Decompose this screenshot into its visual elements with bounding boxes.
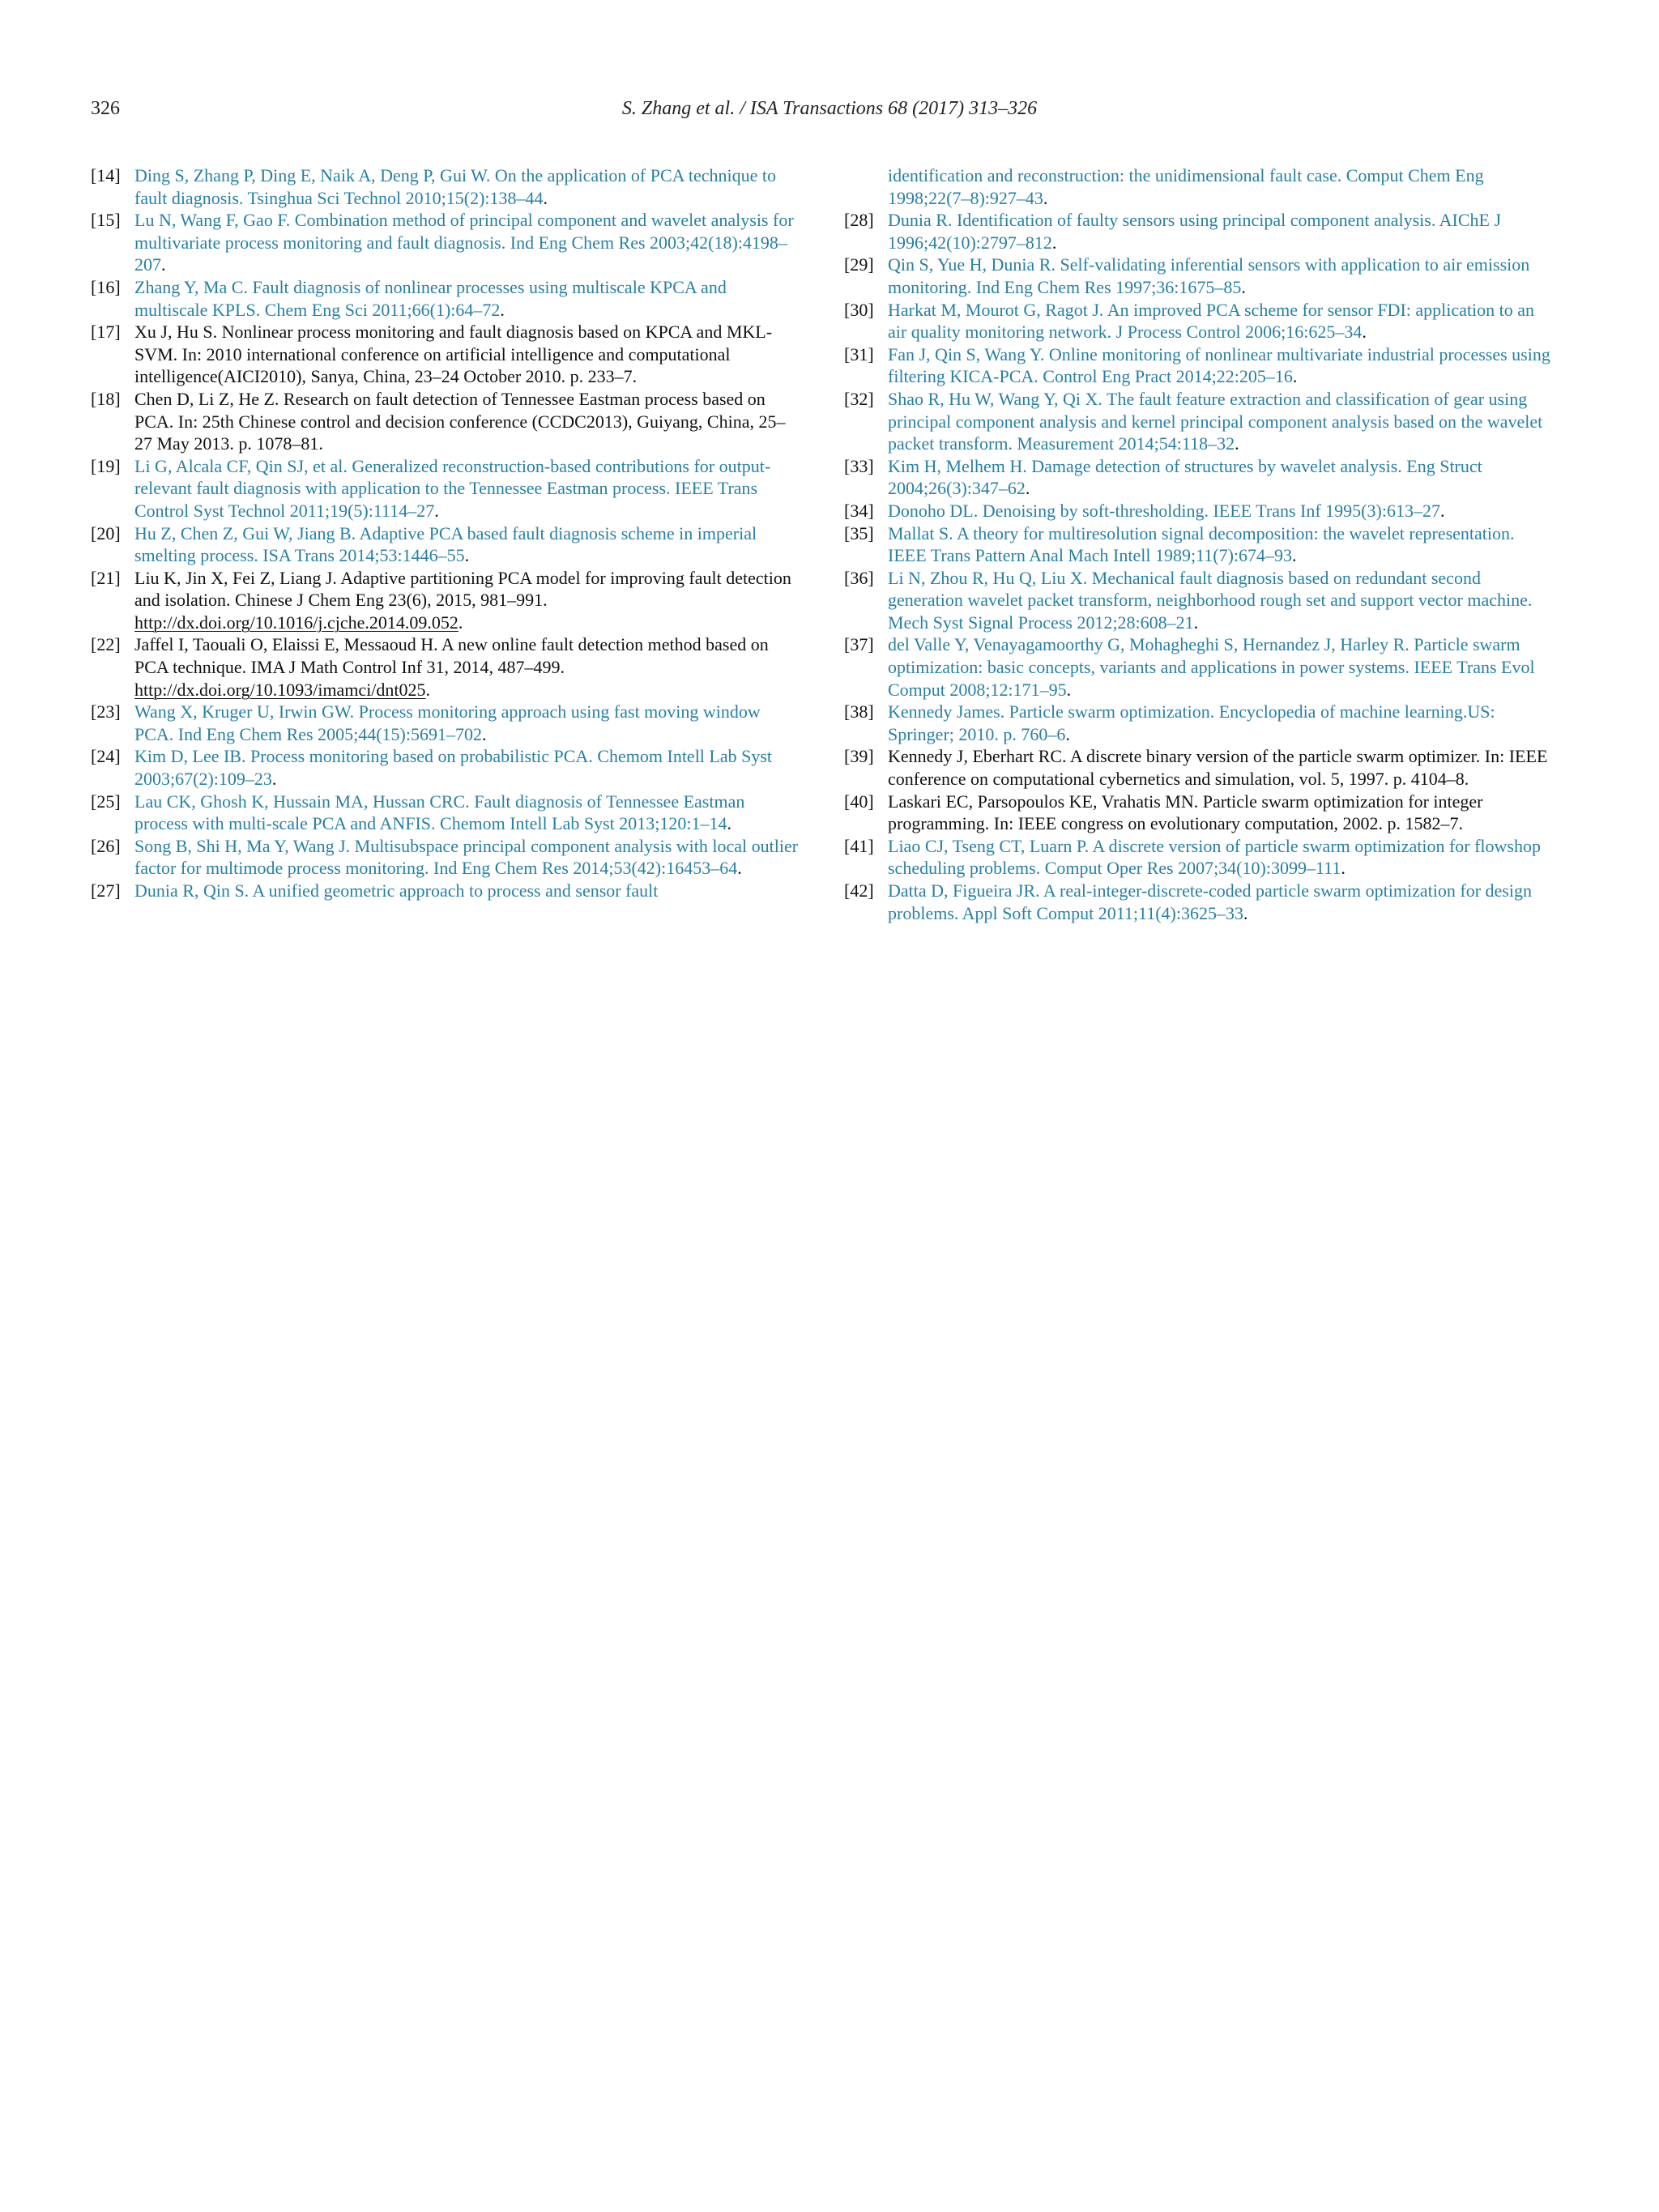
reference-number: [19] (91, 455, 121, 476)
reference-number: [37] (844, 634, 874, 655)
reference-end-punctuation: . (1243, 902, 1248, 923)
reference-number: [22] (91, 634, 121, 655)
reference-link[interactable]: Wang X, Kruger U, Irwin GW. Process monitoring approach using fast moving window PCA. Ind Eng Chem Res 2005;44(15):5691–702 (134, 701, 761, 744)
reference-number: [14] (91, 165, 121, 185)
reference-number: [42] (844, 880, 874, 901)
reference-number: [26] (91, 835, 121, 856)
reference-link[interactable]: Donoho DL. Denoising by soft-thresholding. IEEE Trans Inf 1995(3):613–27 (888, 500, 1440, 521)
reference-entry (844, 500, 1557, 522)
reference-entry (844, 388, 1557, 455)
reference-end-punctuation: . (737, 858, 742, 879)
reference-end-punctuation: . (1341, 858, 1346, 879)
reference-link[interactable]: identification and reconstruction: the unidimensional fault case. Comput Chem Eng 1998;22(7–8):927–43 (888, 165, 1484, 208)
reference-end-punctuation: . (500, 299, 505, 320)
reference-link[interactable]: del Valle Y, Venayagamoorthy G, Mohagheghi S, Hernandez J, Harley R. Particle swarm optimization: basic concepts, variants and applications in power systems. IEEE Trans Evol Comput 2008;12:171–95 (888, 634, 1535, 700)
reference-entry (91, 321, 802, 388)
reference-end-punctuation: . (271, 769, 277, 790)
doi-link[interactable]: http://dx.doi.org/10.1016/j.cjche.2014.09.052 (134, 612, 458, 633)
reference-entry (844, 633, 1557, 701)
reference-number: [38] (844, 701, 874, 722)
reference-number: [30] (844, 299, 874, 320)
reference-end-punctuation: . (1292, 366, 1298, 387)
reference-number: [34] (844, 500, 874, 521)
reference-link[interactable]: Qin S, Yue H, Dunia R. Self-validating inferential sensors with application to air emission monitoring. Ind Eng Chem Res 1997;36:1675–85 (888, 254, 1530, 297)
reference-entry (91, 701, 802, 745)
reference-end-punctuation: . (1193, 612, 1199, 633)
reference-entry (91, 745, 802, 790)
reference-link[interactable]: Dunia R, Qin S. A unified geometric approach to process and sensor fault (134, 880, 659, 901)
reference-number: [15] (91, 210, 121, 231)
reference-end-punctuation: . (727, 813, 731, 834)
references-left-column (91, 164, 802, 902)
reference-link[interactable]: Zhang Y, Ma C. Fault diagnosis of nonlinear processes using multiscale KPCA and multiscale KPLS. Chem Eng Sci 2011;66(1):64–72 (134, 276, 727, 320)
reference-entry (844, 791, 1557, 835)
reference-number: [24] (91, 746, 121, 767)
reference-number: [32] (844, 388, 874, 409)
reference-link[interactable]: Dunia R. Identification of faulty sensors using principal component analysis. AIChE J 1996;42(10):2797–812 (888, 210, 1502, 253)
references-right-column (844, 164, 1557, 924)
reference-number: [28] (844, 210, 874, 231)
reference-entry (91, 567, 802, 634)
reference-link[interactable]: Kennedy James. Particle swarm optimization. Encyclopedia of machine learning.US: Springer; 2010. p. 760–6 (888, 701, 1495, 744)
reference-entry (844, 880, 1557, 924)
reference-end-punctuation: . (1043, 187, 1048, 208)
reference-entry (844, 455, 1557, 500)
reference-entry (844, 254, 1557, 298)
reference-entry (91, 209, 802, 276)
reference-text: Kennedy J, Eberhart RC. A discrete binary version of the particle swarm optimizer. In: IEEE conference on computational cybernetics and simulation, vol. 5, 1997. p. 4104–8. (888, 746, 1548, 790)
reference-text: Jaffel I, Taouali O, Elaissi E, Messaoud H. A new online fault detection method based on PCA technique. IMA J Math Control Inf 31, 2014, 487–499. (134, 634, 769, 678)
reference-number: [25] (91, 791, 121, 812)
reference-end-punctuation: . (1025, 478, 1030, 499)
reference-end-punctuation: . (458, 612, 463, 633)
reference-entry (91, 880, 802, 902)
reference-link[interactable]: Li N, Zhou R, Hu Q, Liu X. Mechanical fault diagnosis based on redundant second generation wavelet packet transform, neighborhood rough set and support vector machine. Mech Syst Signal Process 2012;28:608–21 (888, 567, 1533, 633)
reference-link[interactable]: Shao R, Hu W, Wang Y, Qi X. The fault feature extraction and classification of gear using principal component analysis and kernel principal component analysis based on the wavelet packet transform. Measurement 2014;54:118–32 (888, 388, 1543, 454)
reference-entry (91, 164, 802, 209)
reference-link[interactable]: Lu N, Wang F, Gao F. Combination method of principal component and wavelet analysis for multivariate process monitoring and fault diagnosis. Ind Eng Chem Res 2003;42(18):4198–207 (134, 210, 794, 275)
reference-text: Chen D, Li Z, He Z. Research on fault detection of Tennessee Eastman process based on PCA. In: 25th Chinese control and decision conference (CCDC2013), Guiyang, China, 25–27 May 2013. p. 1078–81. (134, 388, 786, 454)
reference-end-punctuation: . (161, 254, 166, 275)
doi-link[interactable]: http://dx.doi.org/10.1093/imamci/dnt025 (134, 679, 426, 700)
reference-entry (844, 164, 1557, 209)
reference-end-punctuation: . (464, 545, 470, 566)
reference-link[interactable]: Kim H, Melhem H. Damage detection of structures by wavelet analysis. Eng Struct 2004;26(3):347–62 (888, 455, 1482, 499)
reference-entry (91, 276, 802, 321)
reference-end-punctuation: . (1066, 679, 1072, 700)
reference-number: [39] (844, 746, 874, 767)
reference-end-punctuation: . (1292, 545, 1297, 566)
reference-entry (91, 455, 802, 522)
reference-number: [27] (91, 880, 121, 901)
reference-end-punctuation: . (425, 679, 431, 700)
reference-end-punctuation: . (1362, 322, 1367, 343)
reference-number: [36] (844, 567, 874, 588)
reference-link[interactable]: Li G, Alcala CF, Qin SJ, et al. Generalized reconstruction-based contributions for output-relevant fault diagnosis with application to the Tennessee Eastman process. IEEE Trans Control Syst Technol 2011;19(5):1114–27 (134, 455, 771, 521)
reference-number: [29] (844, 254, 874, 275)
reference-number: [20] (91, 522, 121, 543)
reference-entry (844, 343, 1557, 388)
reference-end-punctuation: . (1439, 500, 1445, 521)
reference-entry (91, 388, 802, 455)
reference-number: [31] (844, 343, 874, 364)
reference-entry (91, 633, 802, 701)
reference-number: [23] (91, 701, 121, 722)
reference-link[interactable]: Liao CJ, Tseng CT, Luarn P. A discrete version of particle swarm optimization for flowshop scheduling problems. Comput Oper Res 2007;34(10):3099–111 (888, 835, 1541, 879)
reference-text: Liu K, Jin X, Fei Z, Liang J. Adaptive partitioning PCA model for improving fault detection and isolation. Chinese J Chem Eng 23(6), 2015, 981–991. (134, 567, 791, 611)
reference-link[interactable]: Hu Z, Chen Z, Gui W, Jiang B. Adaptive PCA based fault diagnosis scheme in imperial smelting process. ISA Trans 2014;53:1446–55 (134, 522, 757, 566)
reference-link[interactable]: Kim D, Lee IB. Process monitoring based on probabilistic PCA. Chemom Intell Lab Syst 2003;67(2):109–23 (134, 746, 773, 790)
reference-link[interactable]: Mallat S. A theory for multiresolution signal decomposition: the wavelet representation. IEEE Trans Pattern Anal Mach Intell 1989;11(7):674–93 (888, 522, 1515, 566)
reference-end-punctuation: . (1051, 232, 1057, 253)
reference-entry (844, 745, 1557, 790)
reference-number: [21] (91, 567, 121, 588)
reference-entry (844, 567, 1557, 634)
reference-text: Xu J, Hu S. Nonlinear process monitoring and fault diagnosis based on KPCA and MKL-SVM. In: 2010 international conference on artificial intelligence and computational intelligence(AICI2010), Sanya, China, 23–24 October 2010. p. 233–7. (134, 322, 773, 387)
running-head: S. Zhang et al. / ISA Transactions 68 (2017) 313–326 (621, 98, 1038, 119)
reference-end-punctuation: . (1065, 723, 1070, 744)
reference-entry (844, 522, 1557, 567)
reference-number: [16] (91, 276, 121, 297)
reference-end-punctuation: . (434, 500, 439, 521)
reference-link[interactable]: Fan J, Qin S, Wang Y. Online monitoring of nonlinear multivariate industrial processes using filtering KICA-PCA. Control Eng Pract 2014;22:205–16 (888, 343, 1550, 387)
reference-link[interactable]: Lau CK, Ghosh K, Hussain MA, Hussan CRC. Fault diagnosis of Tennessee Eastman process with multi-scale PCA and ANFIS. Chemom Intell Lab Syst 2013;120:1–14 (134, 791, 745, 834)
page-number: 326 (91, 98, 120, 119)
reference-entry (844, 835, 1557, 880)
reference-entry (91, 522, 802, 567)
reference-link[interactable]: Ding S, Zhang P, Ding E, Naik A, Deng P, Gui W. On the application of PCA technique to fault diagnosis. Tsinghua Sci Technol 2010;15(2):138–44 (134, 165, 776, 208)
reference-number: [33] (844, 455, 874, 476)
reference-end-punctuation: . (543, 187, 548, 208)
reference-text: Laskari EC, Parsopoulos KE, Vrahatis MN. Particle swarm optimization for integer programming. In: IEEE congress on evolutionary computation, 2002. p. 1582–7. (888, 791, 1483, 834)
reference-number: [17] (91, 322, 121, 343)
reference-link[interactable]: Harkat M, Mourot G, Ragot J. An improved PCA scheme for sensor FDI: application to an air quality monitoring network. J Process Control 2006;16:625–34 (888, 299, 1535, 343)
reference-number: [18] (91, 388, 121, 409)
reference-entry (844, 209, 1557, 254)
reference-number: [41] (844, 835, 874, 856)
reference-number: [40] (844, 791, 874, 812)
reference-entry (844, 299, 1557, 343)
reference-link[interactable]: Datta D, Figueira JR. A real-integer-discrete-coded particle swarm optimization for design problems. Appl Soft Comput 2011;11(4):3625–33 (888, 880, 1532, 923)
reference-entry (91, 835, 802, 880)
page-header (91, 98, 1568, 130)
reference-number: [35] (844, 522, 874, 543)
reference-end-punctuation: . (482, 723, 487, 744)
reference-end-punctuation: . (1241, 276, 1246, 297)
reference-link[interactable]: Song B, Shi H, Ma Y, Wang J. Multisubspace principal component analysis with local outlier factor for multimode process monitoring. Ind Eng Chem Res 2014;53(42):16453–64 (134, 835, 799, 879)
reference-entry (844, 701, 1557, 745)
reference-entry (91, 791, 802, 835)
reference-end-punctuation: . (1235, 433, 1239, 454)
